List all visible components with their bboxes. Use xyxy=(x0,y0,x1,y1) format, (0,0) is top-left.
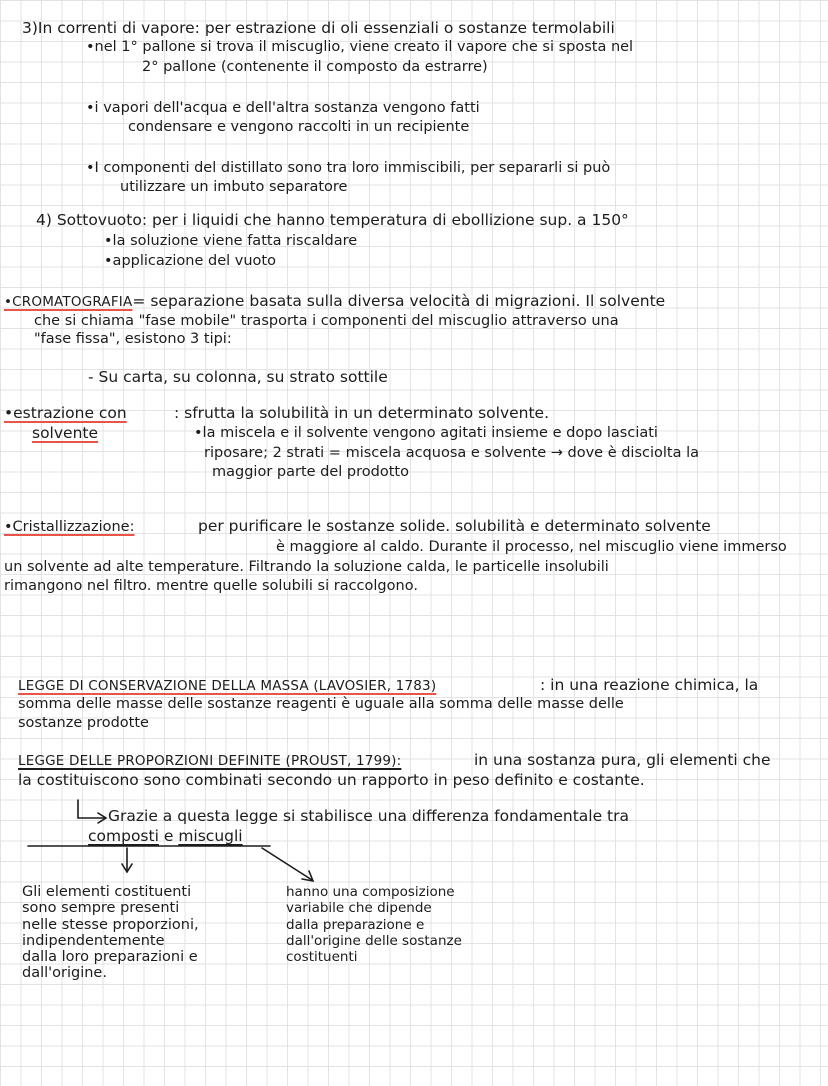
composti-label: composti xyxy=(88,827,159,845)
cristallizzazione-line-3: un solvente ad alte temperature. Filtrando la soluzione calda, le particelle insolubili xyxy=(4,559,609,575)
estrazione-line-3: riposare; 2 strati = miscela acquosa e solvente → dove è disciolta la xyxy=(204,445,700,461)
legge-proporzioni-note: Grazie a questa legge si stabilisce una differenza fondamentale tra xyxy=(108,807,629,825)
estrazione-line-4: maggior parte del prodotto xyxy=(212,464,409,480)
section-3-point-2a: •i vapori dell'acqua e dell'altra sostanza vengono fatti xyxy=(86,100,480,116)
legge-massa-line-2: somma delle masse delle sostanze reagenti è uguale alla somma delle masse delle xyxy=(18,696,624,712)
miscugli-label: miscugli xyxy=(178,827,243,845)
estrazione-line-1: : sfrutta la solubilità in un determinato solvente. xyxy=(174,404,550,422)
section-3-point-1b: 2° pallone (contenente il composto da estrarre) xyxy=(142,59,488,75)
section-3-title: 3)In correnti di vapore: per estrazione di oli essenziali o sostanze termolabili xyxy=(22,19,615,37)
miscugli-description xyxy=(286,884,462,965)
composti-desc-line: nelle stesse proporzioni, xyxy=(22,916,199,933)
section-4-point-1: •la soluzione viene fatta riscaldare xyxy=(104,233,358,249)
composti-desc-line: dall'origine. xyxy=(22,965,107,982)
section-4-point-2: •applicazione del vuoto xyxy=(104,253,276,269)
composti-description xyxy=(22,884,199,982)
cromatografia-term: •CROMATOGRAFIA xyxy=(4,294,133,310)
section-3-point-3b: utilizzare un imbuto separatore xyxy=(120,179,348,195)
estrazione-term-b: solvente xyxy=(32,424,99,442)
bracket-arrow-line xyxy=(78,800,104,818)
arrow-to-miscugli xyxy=(262,848,312,880)
cromatografia-line-1: = separazione basata sulla diversa velocità di migrazioni. Il solvente xyxy=(132,292,666,310)
composti-miscugli-line: composti e miscugli xyxy=(88,827,243,845)
composti-desc-line: indipendentemente xyxy=(22,932,165,949)
section-3-point-2b: condensare e vengono raccolti in un recipiente xyxy=(128,119,470,135)
miscugli-desc-line: costituenti xyxy=(286,949,358,966)
legge-proporzioni-line-2: la costituiscono sono combinati secondo un rapporto in peso definito e costante. xyxy=(18,771,645,789)
composti-desc-line: sono sempre presenti xyxy=(22,900,180,917)
cromatografia-line-2: che si chiama "fase mobile" trasporta i componenti del miscuglio attraverso una xyxy=(34,313,619,329)
cromatografia-line-3: "fase fissa", esistono 3 tipi: xyxy=(34,331,232,347)
miscugli-desc-line: hanno una composizione xyxy=(286,884,455,900)
composti-desc-line: dalla loro preparazioni e xyxy=(22,949,198,966)
legge-massa-line-3: sostanze prodotte xyxy=(18,715,149,731)
section-3-point-3a: •I componenti del distillato sono tra loro immiscibili, per separarli si può xyxy=(86,160,611,176)
legge-proporzioni-line-1: in una sostanza pura, gli elementi che xyxy=(474,751,771,769)
cristallizzazione-term: •Cristallizzazione: xyxy=(4,519,135,535)
cromatografia-types: - Su carta, su colonna, su strato sottile xyxy=(88,368,388,386)
section-4-title: 4) Sottovuoto: per i liquidi che hanno temperatura di ebollizione sup. a 150° xyxy=(36,211,629,229)
miscugli-desc-line: dall'origine delle sostanze xyxy=(286,932,462,949)
legge-massa-line-1: : in una reazione chimica, la xyxy=(540,676,759,694)
cristallizzazione-line-4: rimangono nel filtro. mentre quelle solubili si raccolgono. xyxy=(4,578,418,594)
cristallizzazione-line-1: per purificare le sostanze solide. solubilità e determinato solvente xyxy=(198,517,711,535)
section-3-point-1a: •nel 1° pallone si trova il miscuglio, viene creato il vapore che si sposta nel xyxy=(86,39,634,55)
cristallizzazione-line-2: è maggiore al caldo. Durante il processo, nel miscuglio viene immerso xyxy=(276,539,787,555)
legge-massa-title: LEGGE DI CONSERVAZIONE DELLA MASSA (LAVOSIER, 1783) xyxy=(18,678,437,694)
composti-desc-line: Gli elementi costituenti xyxy=(22,884,192,900)
estrazione-term-a: •estrazione con xyxy=(4,404,127,422)
estrazione-line-2: •la miscela e il solvente vengono agitati insieme e dopo lasciati xyxy=(194,425,658,441)
miscugli-desc-line: dalla preparazione e xyxy=(286,916,425,933)
miscugli-desc-line: variabile che dipende xyxy=(286,900,432,917)
legge-proporzioni-title: LEGGE DELLE PROPORZIONI DEFINITE (PROUST, 1799): xyxy=(18,753,402,769)
